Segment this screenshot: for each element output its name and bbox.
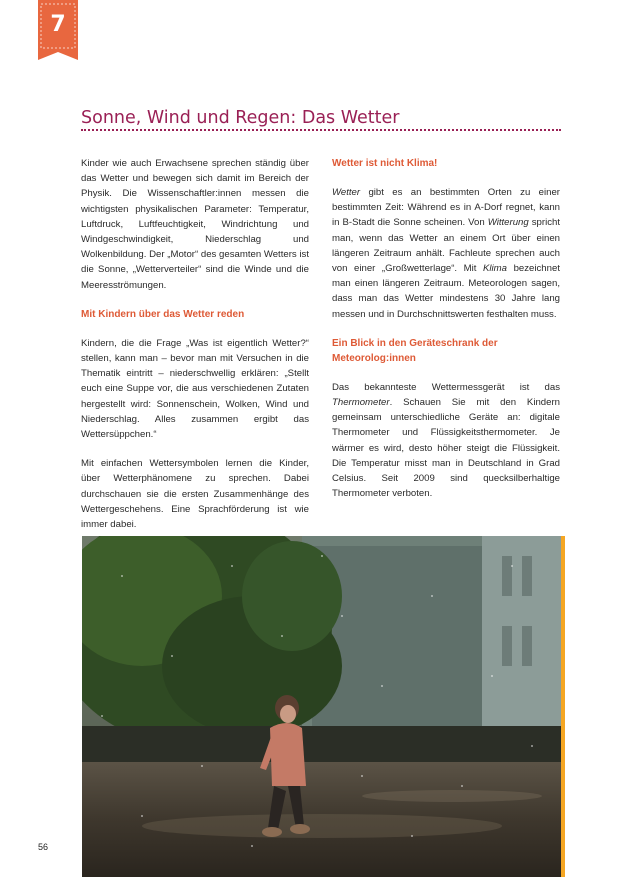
text-run: Das bekannteste Wettermessgerät ist das	[332, 381, 560, 393]
subheading-instrument-cabinet: Ein Blick in den Geräteschrank der Meteorolog:innen	[332, 337, 498, 364]
term-klima: Klima	[483, 263, 508, 275]
thermometer-paragraph	[332, 380, 560, 502]
text-run: gibt es an bestimmten Orten zu einer bestimmten Zeit: Während es in A-Dorf regnet, kann in B-Stadt die Sonne scheinen. Von	[332, 187, 560, 229]
title-divider	[81, 129, 561, 131]
weather-symbols-paragraph: Mit einfachen Wettersymbolen lernen die Kinder, über Wetterphänomene zu sprechen. Dabei durchschauen sie die ersten Zusammenhänge des Wettergeschehens. Eine Sprachförderung ist wie immer dabei.	[81, 458, 309, 531]
subheading-talk-about-weather: Mit Kindern über das Wetter reden	[81, 308, 245, 320]
left-column	[81, 156, 309, 546]
chapter-tab	[38, 0, 78, 66]
term-thermometer: Thermometer	[332, 397, 390, 409]
subheading-weather-vs-climate: Wetter ist nicht Klima!	[332, 158, 438, 169]
term-wetter: Wetter	[332, 187, 361, 198]
page-number: 56	[38, 842, 49, 852]
intro-paragraph: Kinder wie auch Erwachsene sprechen ständig über das Wetter und bewegen sich damit im Bereich der Physik. Die Wissenschaftler:innen messen die wichtigsten physikalischen Parameter: Temperatur, Luftdruck, Luftfeuchtigkeit, Windrichtung und Windgeschwindigkeit, Niederschlag und Wolkenbildung. Der „Motor“ des gesamten Wetters ist die Sonne, „Wetterverteiler“ sind die Winde und die Meeresströmungen.	[81, 158, 309, 291]
text-run: . Schauen Sie mit den Kindern gemeinsam unterschiedliche Geräte an: digitale Thermometer und Flüssigkeitsthermometer. Je wärmer es wird, desto höher steigt die Flüssigkeit. Die Temperatur misst man in Deutschland in Grad Celsius. Seit 2009 sind quecksilberhaltige Thermometer verboten.	[332, 397, 560, 500]
soup-paragraph: Kindern, die die Frage „Was ist eigentlich Wetter?“ stellen, kann man – bevor man mit Versuchen in die Thematik eintritt – niederschwellig erklären: „Stellt euch eine Suppe vor, die aus verschiedenen Zutaten hergestellt wird: Sonnenschein, Wolken, Wind und Niederschlag. Alles zusammen ergibt das Wettersüppchen.“	[81, 337, 309, 441]
weather-climate-paragraph	[332, 185, 560, 322]
text-run: bezeichnet man einen längeren Zeitraum. Meteorologen sagen, dass man das Wetter mindestens 30 Jahre lang messen und in Durchschnittswerten festhalten muss.	[332, 263, 560, 320]
chapter-number: 7	[50, 12, 66, 37]
text-run: spricht man, wenn das Wetter an einem Ort über einen längeren Zeitraum anhält. Fachleute sprechen auch von einer „Großwetterlage“. Mit	[332, 217, 560, 275]
term-witterung: Witterung	[487, 217, 529, 229]
right-column	[332, 156, 560, 515]
photo-child-in-rain	[82, 536, 561, 877]
page-title: Sonne, Wind und Regen: Das Wetter	[81, 108, 400, 128]
photo-accent-bar	[561, 536, 565, 877]
